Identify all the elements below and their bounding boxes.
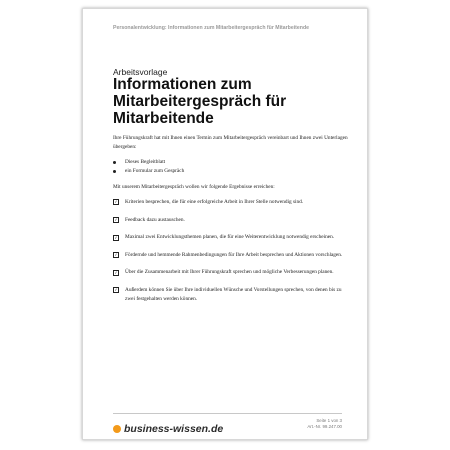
checklist-text: Feedback dazu austauschen. (125, 216, 185, 223)
checklist-text: Über die Zusammenarbeit mit Ihrer Führungskraft sprechen und mögliche Verbesserungen planen. (125, 269, 334, 276)
running-head: Personalentwicklung: Informationen zum Mitarbeitergespräch für Mitarbeitende (113, 25, 310, 31)
checklist-item (113, 198, 348, 207)
checklist-text: Kriterien besprechen, die für eine erfolgreiche Arbeit in Ihrer Stelle notwendig sind. (125, 198, 304, 205)
page-info (307, 418, 342, 430)
checkbox-icon: ✓ (114, 269, 118, 275)
checklist-item (113, 216, 348, 225)
checklist-item (113, 268, 348, 277)
document-page (82, 8, 368, 440)
goals-checklist (113, 198, 348, 303)
checkbox-icon: ✓ (114, 287, 118, 293)
bullet-icon (113, 161, 116, 164)
checkbox-icon: ✓ (114, 252, 118, 258)
checklist-text: Fördernde und hemmende Rahmenbedingungen für Ihre Arbeit besprechen und Aktionen vorschlagen. (125, 251, 343, 258)
checklist-item (113, 233, 348, 242)
brand-logo (113, 423, 223, 435)
list-item (113, 167, 348, 176)
checklist-text: Maximal zwei Entwicklungsthemen planen, die für eine Weiterentwicklung notwendig erscheinen. (125, 234, 335, 241)
document-body (113, 134, 348, 312)
goals-lead: Mit unserem Mitarbeitergespräch wollen wir folgende Ergebnisse erreichen: (113, 184, 275, 191)
bullet-text: Dieses Begleitblatt (125, 159, 166, 166)
intro-paragraph: Ihre Führungskraft hat mit Ihnen einen Termin zum Mitarbeitergespräch vereinbart und Ihnen zwei Unterlagen übergeben: (113, 135, 348, 150)
checklist-text: Außerdem können Sie über Ihre individuellen Wünsche und Vorstellungen sprechen, von denen bis zu zwei festgehalten werden können. (125, 286, 342, 302)
checklist-item (113, 251, 348, 260)
page-number: Seite 1 von 3 (316, 418, 342, 423)
checkbox-icon: ✓ (114, 234, 118, 240)
logo-dot-icon (113, 425, 121, 433)
document-title: Informationen zum Mitarbeitergespräch für Mitarbeitende (113, 76, 287, 127)
bullet-text: ein Formular zum Gespräch (125, 167, 185, 174)
checkbox-icon: ✓ (114, 199, 118, 205)
checkbox-icon: ✓ (114, 217, 118, 223)
article-number: Art.-Nr. 99.247.00 (307, 424, 342, 429)
checklist-item (113, 286, 348, 303)
bullet-list (113, 158, 348, 175)
logo-text: business-wissen.de (124, 423, 224, 435)
document-kicker: Arbeitsvorlage (113, 67, 168, 77)
footer-divider (113, 413, 342, 414)
bullet-icon (113, 170, 116, 173)
list-item (113, 158, 348, 167)
